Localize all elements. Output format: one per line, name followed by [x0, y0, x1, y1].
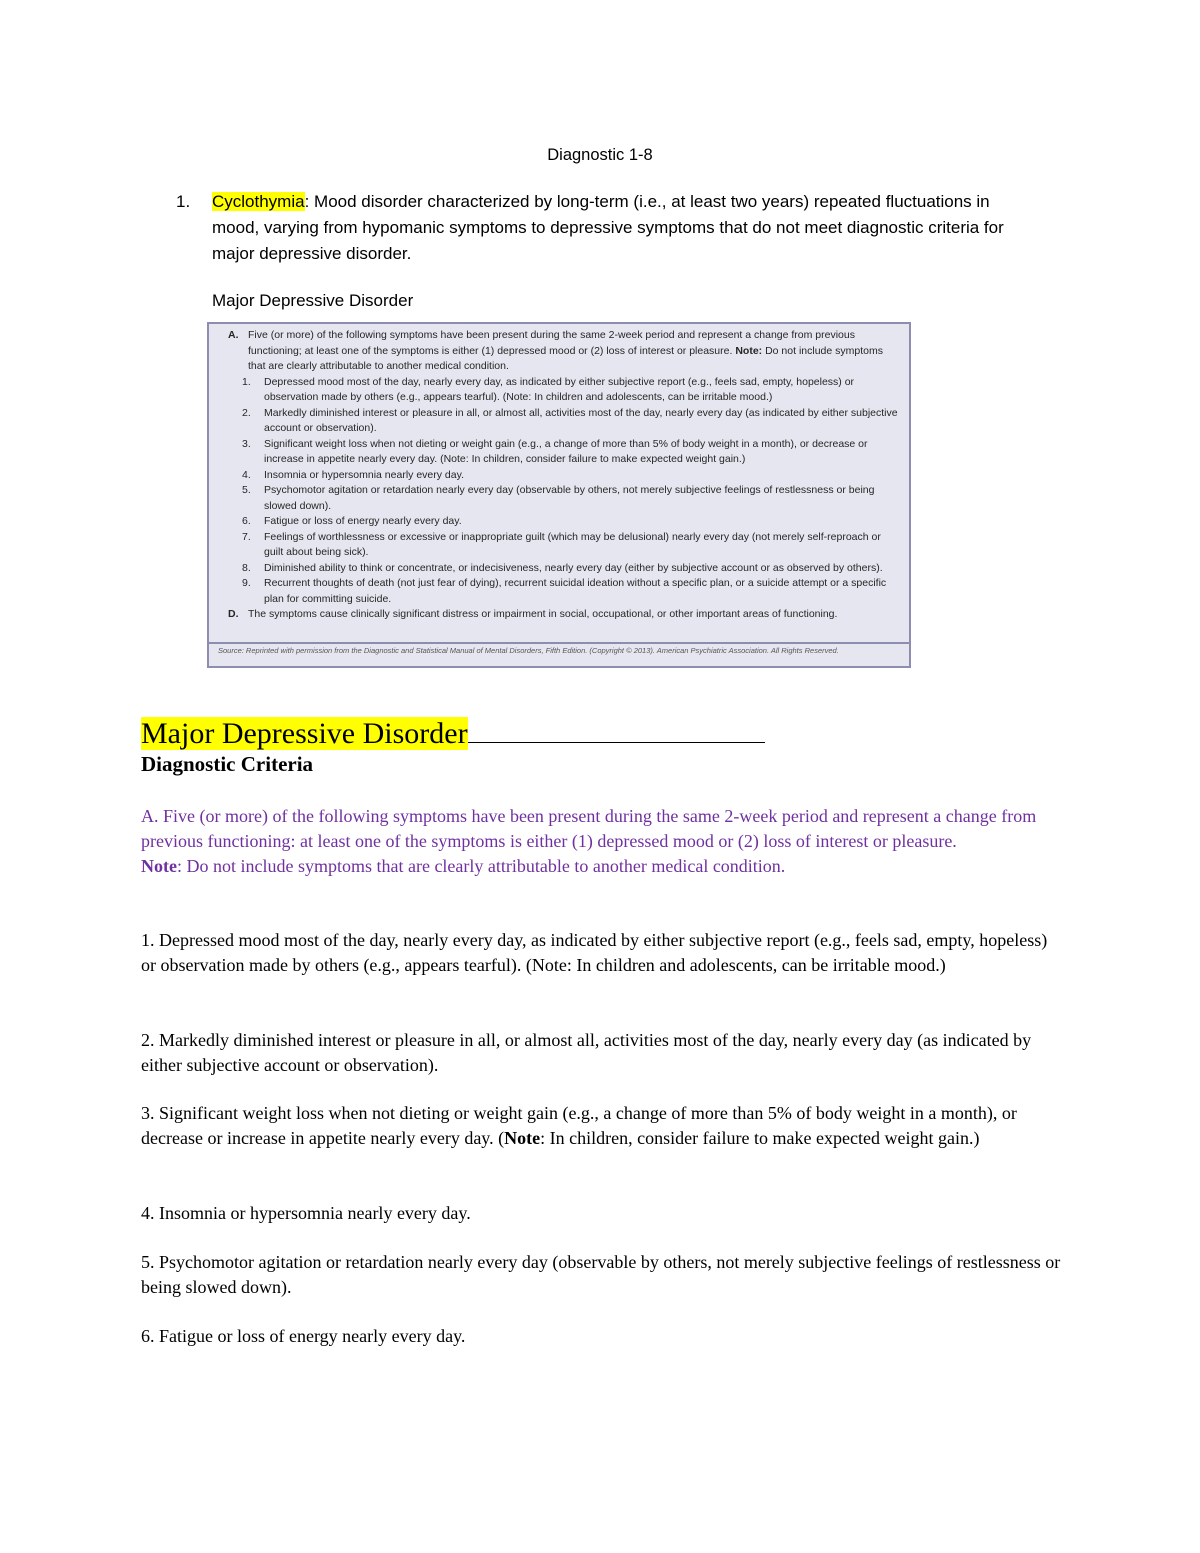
note-label: Note	[141, 856, 177, 876]
criterion-item-number: 6.	[242, 515, 251, 527]
section-subheading: Diagnostic Criteria	[141, 752, 314, 776]
criterion-item	[218, 406, 902, 437]
symptom-3-pre: 3. Significant weight loss when not dieting or weight gain (e.g., a change of more than 5% of body weight in a month), or decrease or increase in appetite nearly every day. (	[141, 1103, 1017, 1148]
criterion-item-number: 7.	[242, 530, 251, 543]
symptom-3	[141, 1101, 1066, 1151]
criterion-item-text: Feelings of worthlessness or excessive or inappropriate guilt (which may be delusional) nearly every day (not merely self-reproach or guilt about being sick).	[264, 530, 881, 558]
criterion-a-note-text: Do not include symptoms that are clearly attributable to another medical condition.	[248, 344, 883, 372]
criterion-item	[218, 468, 902, 484]
criterion-item	[218, 576, 902, 607]
criterion-d-label: D.	[228, 608, 239, 620]
symptom-4: 4. Insomnia or hypersomnia nearly every day.	[141, 1203, 471, 1223]
symptom-3-post: : In children, consider failure to make expected weight gain.)	[540, 1128, 980, 1148]
criterion-item-text: Markedly diminished interest or pleasure in all, or almost all, activities most of the day, nearly every day (as indicated by either subjective account or observation).	[264, 406, 898, 434]
item-number: 1.	[176, 192, 191, 211]
criterion-item	[218, 483, 902, 514]
criterion-item	[218, 530, 902, 561]
cyclothymia-term: Cyclothymia	[212, 192, 305, 211]
document-title: Diagnostic 1-8	[547, 146, 653, 164]
criteria-source: Source: Reprinted with permission from the Diagnostic and Statistical Manual of Mental Disorders, Fifth Edition. (Copyright © 2013). American Psychiatric Association. All Rights Reserved.	[209, 642, 909, 658]
criterion-item-number: 3.	[242, 437, 251, 450]
criterion-a	[218, 328, 902, 375]
criterion-item	[218, 375, 902, 406]
criterion-item-text: Depressed mood most of the day, nearly every day, as indicated by either subjective report (e.g., feels sad, empty, hopeless) or observation made by others (e.g., appears tearful). (Note: In children and adolescents, can be irritable mood.)	[264, 375, 855, 403]
criterion-d	[218, 607, 902, 623]
section-heading	[141, 712, 765, 753]
criterion-d-text: The symptoms cause clinically significant distress or impairment in social, occupational, or other important areas of functioning.	[248, 608, 838, 620]
section-heading-text: Major Depressive Disorder	[141, 717, 468, 750]
criterion-item-text: Significant weight loss when not dieting or weight gain (e.g., a change of more than 5% of body weight in a month), or decrease or increase in appetite nearly every day. (Note: In children, consider failure to make expected weight gain.)	[264, 437, 868, 465]
mdd-label: Major Depressive Disorder	[212, 291, 414, 310]
symptom-1: 1. Depressed mood most of the day, nearly every day, as indicated by either subjective report (e.g., feels sad, empty, hopeless) or observation made by others (e.g., appears tearful). (Note: In children and adolescents, can be irritable mood.)	[141, 930, 1048, 975]
criterion-a-body: A. Five (or more) of the following symptoms have been present during the same 2-week period and represent a change from previous functioning: at least one of the symptoms is either (1) depressed mood or (2) loss of interest or pleasure.	[141, 806, 1037, 851]
criterion-item-number: 4.	[242, 468, 251, 481]
criterion-a-paragraph	[141, 804, 1066, 879]
symptom-6: 6. Fatigue or loss of energy nearly every day.	[141, 1326, 466, 1346]
criterion-item-text: Insomnia or hypersomnia nearly every day.	[264, 468, 464, 481]
criterion-a-label: A.	[228, 329, 239, 341]
cyclothymia-definition: : Mood disorder characterized by long-term (i.e., at least two years) repeated fluctuations in mood, varying from hypomanic symptoms to depressive symptoms that do not meet diagnostic criteria for major depressive disorder.	[212, 192, 1004, 263]
criteria-image-box	[207, 322, 911, 668]
criterion-item-text: Psychomotor agitation or retardation nearly every day (observable by others, not merely subjective feelings of restlessness or being slowed down).	[264, 484, 875, 512]
criterion-item-number: 1.	[242, 375, 251, 388]
symptom-5: 5. Psychomotor agitation or retardation nearly every day (observable by others, not merely subjective feelings of restlessness or being slowed down).	[141, 1252, 1061, 1297]
criterion-item-text: Recurrent thoughts of death (not just fear of dying), recurrent suicidal ideation without a specific plan, or a suicide attempt or a specific plan for committing suicide.	[264, 577, 887, 605]
symptom-3-note: Note	[504, 1128, 541, 1148]
symptom-2: 2. Markedly diminished interest or pleasure in all, or almost all, activities most of the day, nearly every day (as indicated by either subjective account or observation).	[141, 1030, 1032, 1075]
criterion-item-number: 8.	[242, 561, 251, 574]
criterion-item-text: Fatigue or loss of energy nearly every day.	[264, 515, 462, 527]
criterion-item-number: 2.	[242, 406, 251, 419]
criterion-item-number: 5.	[242, 484, 251, 496]
criterion-item-text: Diminished ability to think or concentrate, or indecisiveness, nearly every day (either by subjective account or as observed by others).	[264, 561, 883, 574]
criterion-a-note-label: Note:	[735, 344, 763, 357]
note-text: : Do not include symptoms that are clearly attributable to another medical condition.	[176, 856, 786, 876]
criterion-a-text: Five (or more) of the following symptoms have been present during the same 2-week period and represent a change from previous functioning; at least one of the symptoms is either (1) depressed mood or (2) loss of interest or pleasure.	[248, 329, 855, 357]
criterion-item	[218, 561, 902, 577]
criterion-item	[218, 437, 902, 468]
criterion-item-number: 9.	[242, 577, 251, 589]
criterion-item	[218, 514, 902, 530]
heading-underline	[468, 712, 765, 743]
